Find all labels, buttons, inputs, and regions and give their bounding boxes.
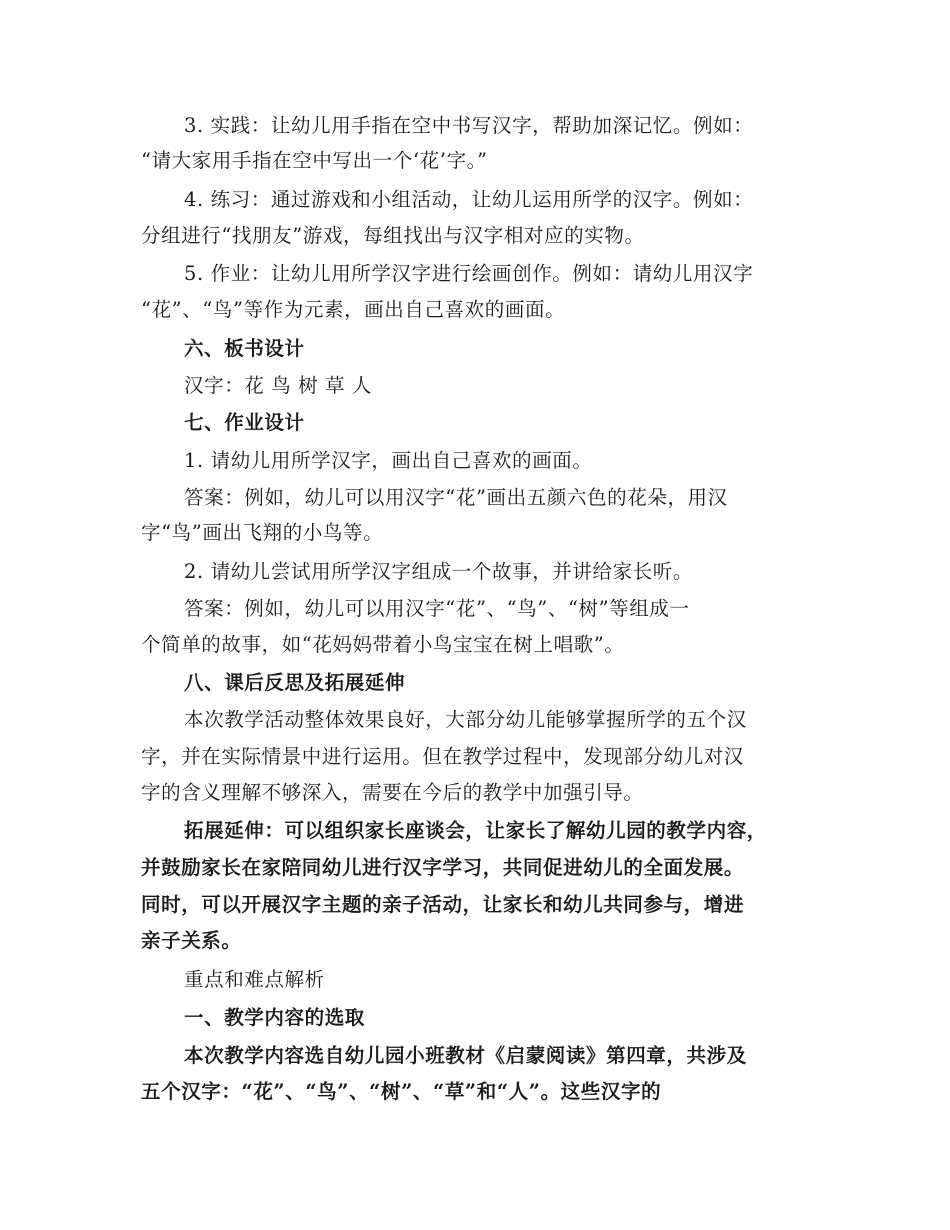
- text-line: 字，并在实际情景中进行运用。但在教学过程中，发现部分幼儿对汉: [141, 745, 745, 768]
- text-line: 并鼓励家长在家陪同幼儿进行汉字学习，共同促进幼儿的全面发展。: [141, 856, 745, 879]
- text-line: 字“鸟”画出飞翔的小鸟等。: [141, 521, 384, 544]
- text-line: 五个汉字：“花”、“鸟”、“树”、“草”和“人”。这些汉字的: [141, 1080, 662, 1103]
- section-heading: 重点和难点解析: [184, 968, 325, 991]
- text-line: 2. 请幼儿尝试用所学汉字组成一个故事，并讲给家长听。: [184, 560, 694, 583]
- text-line: “花”、“鸟”等作为元素，画出自己喜欢的画面。: [141, 298, 566, 321]
- text-line: 个简单的故事，如“花妈妈带着小鸟宝宝在树上唱歌”。: [141, 633, 625, 656]
- text-line: 字的含义理解不够深入，需要在今后的教学中加强引导。: [141, 781, 644, 804]
- text-line: 本次教学活动整体效果良好，大部分幼儿能够掌握所学的五个汉: [184, 708, 747, 731]
- text-line: 4. 练习：通过游戏和小组活动，让幼儿运用所学的汉字。例如：: [184, 188, 754, 211]
- section-heading: 八、课后反思及拓展延伸: [184, 671, 406, 694]
- text-line: 答案：例如，幼儿可以用汉字“花”、“鸟”、“树”等组成一: [184, 597, 690, 620]
- text-line: 5. 作业：让幼儿用所学汉字进行绘画创作。例如：请幼儿用汉字: [184, 262, 754, 285]
- text-line: 答案：例如，幼儿可以用汉字“花”画出五颜六色的花朵，用汉: [184, 486, 728, 509]
- text-line: 亲子关系。: [141, 929, 242, 952]
- text-line: 汉字：花 鸟 树 草 人: [184, 374, 372, 397]
- text-line: 1. 请幼儿用所学汉字，画出自己喜欢的画面。: [184, 449, 593, 472]
- text-line: 分组进行“找朋友”游戏，每组找出与汉字相对应的实物。: [141, 224, 645, 247]
- text-line: “请大家用手指在空中写出一个‘花’字。”: [141, 149, 488, 172]
- section-heading: 七、作业设计: [184, 411, 305, 434]
- text-line: 3. 实践：让幼儿用手指在空中书写汉字，帮助加深记忆。例如：: [184, 114, 754, 137]
- section-heading: 一、教学内容的选取: [184, 1006, 365, 1029]
- text-line: 拓展延伸：可以组织家长座谈会，让家长了解幼儿园的教学内容，: [184, 819, 767, 842]
- text-line: 本次教学内容选自幼儿园小班教材《启蒙阅读》第四章，共涉及: [184, 1044, 747, 1067]
- section-heading: 六、板书设计: [184, 337, 305, 360]
- text-line: 同时，可以开展汉字主题的亲子活动，让家长和幼儿共同参与，增进: [141, 893, 745, 916]
